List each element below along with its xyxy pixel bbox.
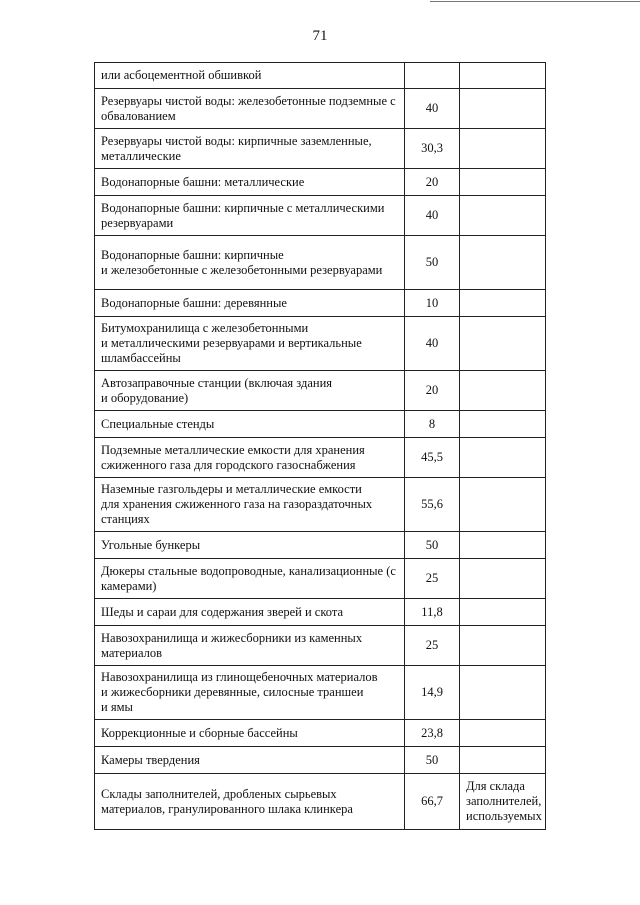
- cell-value: 30,3: [405, 129, 460, 169]
- cell-note: [460, 317, 546, 371]
- cell-value: 66,7: [405, 774, 460, 830]
- cell-note: [460, 411, 546, 438]
- cell-note: [460, 559, 546, 599]
- cell-name: Дюкеры стальные водопроводные, канализационные (с камерами): [95, 559, 405, 599]
- cell-note: [460, 169, 546, 196]
- cell-name: Резервуары чистой воды: кирпичные заземленные, металлические: [95, 129, 405, 169]
- cell-note: Для склада заполнителей, используемых: [460, 774, 546, 830]
- cell-value: 40: [405, 317, 460, 371]
- cell-note: [460, 720, 546, 747]
- cell-name: Камеры твердения: [95, 747, 405, 774]
- table-row: [95, 774, 546, 830]
- cell-name: Подземные металлические емкости для хранения сжиженного газа для городского газоснабжения: [95, 438, 405, 478]
- top-edge-rule: [430, 1, 640, 2]
- cell-value: 50: [405, 532, 460, 559]
- cell-note: [460, 196, 546, 236]
- cell-note: [460, 666, 546, 720]
- cell-name: Водонапорные башни: металлические: [95, 169, 405, 196]
- cell-value: 20: [405, 371, 460, 411]
- cell-note: [460, 236, 546, 290]
- cell-name: Навозохранилища и жижесборники из каменных материалов: [95, 626, 405, 666]
- cell-name: Битумохранилища с железобетонными и металлическими резервуарами и вертикальные шламбассейны: [95, 317, 405, 371]
- cell-note: [460, 290, 546, 317]
- cell-value: 45,5: [405, 438, 460, 478]
- cell-name: Коррекционные и сборные бассейны: [95, 720, 405, 747]
- cell-value: 40: [405, 89, 460, 129]
- table-row: [95, 196, 546, 236]
- table-row: [95, 532, 546, 559]
- table-row: [95, 720, 546, 747]
- cell-name: Шеды и сараи для содержания зверей и скота: [95, 599, 405, 626]
- cell-name: Резервуары чистой воды: железобетонные подземные с обвалованием: [95, 89, 405, 129]
- table-row: [95, 599, 546, 626]
- table-row: [95, 478, 546, 532]
- cell-note: [460, 438, 546, 478]
- table-row: [95, 559, 546, 599]
- cell-value: 40: [405, 196, 460, 236]
- table-row: [95, 169, 546, 196]
- cell-name: Автозаправочные станции (включая здания и оборудование): [95, 371, 405, 411]
- cell-note: [460, 371, 546, 411]
- cell-value: 23,8: [405, 720, 460, 747]
- cell-note: [460, 532, 546, 559]
- cell-value: [405, 63, 460, 89]
- cell-note: [460, 63, 546, 89]
- cell-name: Навозохранилища из глинощебеночных материалов и жижесборники деревянные, силосные траншеи и ямы: [95, 666, 405, 720]
- cell-value: 25: [405, 626, 460, 666]
- cell-note: [460, 747, 546, 774]
- table-row: [95, 411, 546, 438]
- cell-name: Водонапорные башни: кирпичные с металлическими резервуарами: [95, 196, 405, 236]
- cell-name: Угольные бункеры: [95, 532, 405, 559]
- table-row: [95, 747, 546, 774]
- cell-note: [460, 478, 546, 532]
- table-row: [95, 371, 546, 411]
- table-row: [95, 626, 546, 666]
- cell-value: 50: [405, 747, 460, 774]
- cell-note: [460, 599, 546, 626]
- cell-value: 14,9: [405, 666, 460, 720]
- cell-value: 50: [405, 236, 460, 290]
- table-row: [95, 129, 546, 169]
- table-row: [95, 236, 546, 290]
- cell-value: 55,6: [405, 478, 460, 532]
- table-row: [95, 290, 546, 317]
- table-row: [95, 438, 546, 478]
- cell-name: Специальные стенды: [95, 411, 405, 438]
- cell-note: [460, 626, 546, 666]
- cell-value: 25: [405, 559, 460, 599]
- cell-name: или асбоцементной обшивкой: [95, 63, 405, 89]
- cell-value: 11,8: [405, 599, 460, 626]
- cell-name: Наземные газгольдеры и металлические емкости для хранения сжиженного газа на газораздаточных станциях: [95, 478, 405, 532]
- cell-note: [460, 129, 546, 169]
- cell-name: Водонапорные башни: кирпичные и железобетонные с железобетонными резервуарами: [95, 236, 405, 290]
- table-row: [95, 89, 546, 129]
- cell-value: 20: [405, 169, 460, 196]
- table-row: [95, 666, 546, 720]
- depreciation-table: [94, 62, 546, 830]
- table-row: [95, 317, 546, 371]
- cell-value: 8: [405, 411, 460, 438]
- cell-note: [460, 89, 546, 129]
- cell-name: Водонапорные башни: деревянные: [95, 290, 405, 317]
- table-row: [95, 63, 546, 89]
- cell-value: 10: [405, 290, 460, 317]
- cell-name: Склады заполнителей, дробленых сырьевых материалов, гранулированного шлака клинкера: [95, 774, 405, 830]
- page-number: 71: [312, 28, 328, 44]
